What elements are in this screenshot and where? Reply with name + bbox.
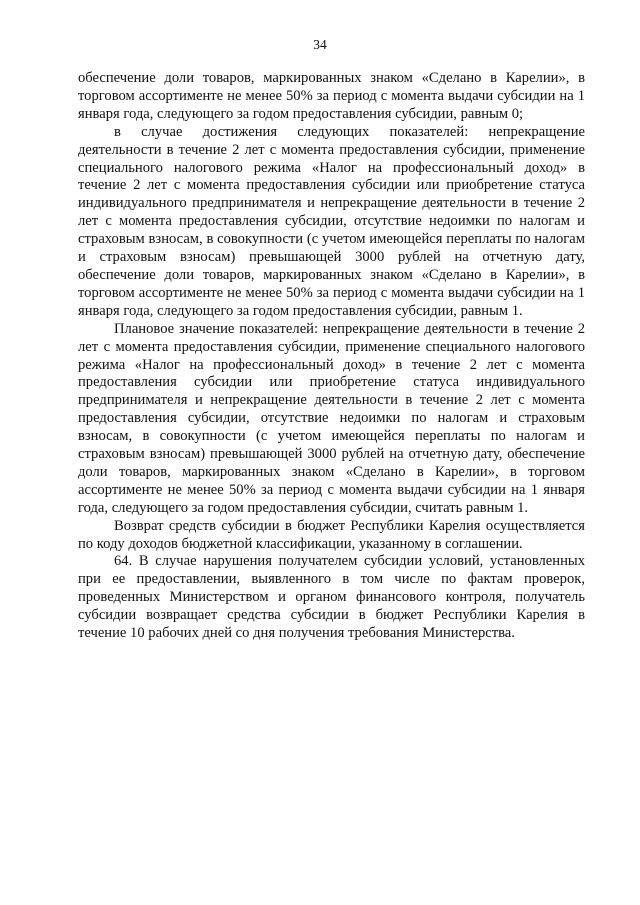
- paragraph-4: Возврат средств субсидии в бюджет Республики Карелия осуществляется по коду доходов бюджетной классификации, указанному в соглашении.: [78, 517, 585, 552]
- paragraph-5: 64. В случае нарушения получателем субсидии условий, установленных при ее предоставлении, выявленного в том числе по фактам проверок, проведенных Министерством и органом финансового контроля, получатель субсидии возвращает средства субсидии в бюджет Республики Карелия в течение 10 рабочих дней со дня получения требования Министерства.: [78, 553, 585, 642]
- body-text: [78, 70, 585, 643]
- paragraph-2: в случае достижения следующих показателей: непрекращение деятельности в течение 2 лет с момента предоставления субсидии, применение специального налогового режима «Налог на профессиональный доход» в течение 2 лет с момента предоставления субсидии или приобретение статуса индивидуального предпринимателя и непрекращение деятельности в течение 2 лет с момента предоставления субсидии, отсутствие недоимки по налогам и страховым взносам, в совокупности (с учетом имеющейся переплаты по налогам и страховым взносам) превышающей 3000 рублей на отчетную дату, обеспечение доли товаров, маркированных знаком «Сделано в Карелии», в торговом ассортименте не менее 50% за период с момента выдачи субсидии на 1 января года, следующего за годом предоставления субсидии, равным 1.: [78, 123, 585, 319]
- paragraph-3: Плановое значение показателей: непрекращение деятельности в течение 2 лет с момента предоставления субсидии, применение специального налогового режима «Налог на профессиональный доход» в течение 2 лет с момента предоставления субсидии или приобретение статуса индивидуального предпринимателя и непрекращение деятельности в течение 2 лет с момента предоставления субсидии, отсутствие недоимки по налогам и страховым взносам, в совокупности (с учетом имеющейся переплаты по налогам и страховым взносам) превышающей 3000 рублей на отчетную дату, обеспечение доли товаров, маркированных знаком «Сделано в Карелии», в торговом ассортименте не менее 50% за период с момента выдачи субсидии на 1 января года, следующего за годом предоставления субсидии, считать равным 1.: [78, 320, 585, 516]
- paragraph-1: обеспечение доли товаров, маркированных знаком «Сделано в Карелии», в торговом ассортименте не менее 50% за период с момента выдачи субсидии на 1 января года, следующего за годом предоставления субсидии, равным 0;: [78, 70, 585, 122]
- page-number: 34: [313, 37, 327, 52]
